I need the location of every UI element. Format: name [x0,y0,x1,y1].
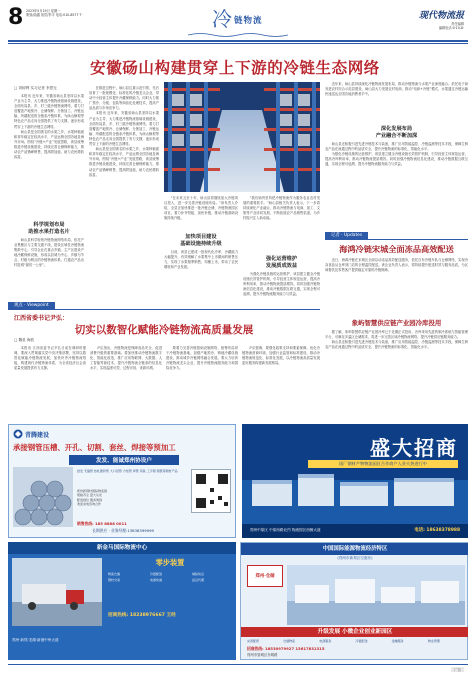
paragraph: “在未来五至十年，砀山县将继续加大冷链项目投入，进一步完善冷链设施布局。”该负责人介绍，全县正加快推进一批冷链仓储、冷链物流园区项目，着力补齐短板、加快补链，推动冷链基础设施持续升级。 [164,196,238,221]
viewpoint-byline: □ 魏星 海波 [14,338,35,342]
subhead-planning [14,222,84,235]
issue-meta [26,9,116,18]
article-column-4 [243,196,320,254]
ad-right-address: 郑州市管城区东明路 [247,653,278,657]
ad-right-services [247,639,463,643]
ad-list [77,489,187,507]
editor-phone: 编辑电话:0·10-8· [438,26,464,31]
ad-brand: 青腾建设 [25,432,50,439]
ad-title: 盛大招商 [370,436,458,460]
ad-right-slogan: 升级发展 小微企业创业新园区 [241,627,468,637]
issue-date: 2023年5月19日 星期一 [26,9,61,13]
ad-right-contact: 招商热线: 18530979927 15617831315 [247,646,325,651]
paragraph: 砀山县还积极引进先进冷链技术与装备，推广应用智能温控、冷链监测等技术手段，保障生鲜农产品在流通过程中的品质安全，提升冷链物流的标准化、智能化水平。 [325,340,468,350]
cold-storage-photo [164,82,320,192]
paragraph: 砀山县还积极引进先进冷链技术与装备，推广应用智能温控、冷链监测等技术手段，保障生鲜农产品在流通过程中的品质安全，提升冷链物流的标准化、智能化水平。 [325,142,468,152]
service-item: 电商快递 [150,578,163,583]
paragraph: 尹弘强调，要强化政策支持和要素保障，优化冷链物流营商环境，加强行业监管和标准建设，推动冷链物流规范化、标准化发展，以冷链物流高质量发展更好服务构建新发展格局。 [242,346,320,366]
ad-subtitle: 国厂钢材产物物流园区合作商户入驻火热进行中 [308,460,458,468]
service-item: 货运代理 [192,578,205,583]
article-column-2 [89,86,159,300]
paragraph: 砀山县是全国著名的水果之乡，水果种植面积常年稳定在较高水平，产品远销全国各地及海外市场。围绕“冷链+产业”发展思路，该县统筹推进冷链设施建设，持续完善仓储保鲜能力，推动农产品错峰销售，提高附加值，助力农民增收致富。 [14,129,84,160]
article-column-3 [164,196,238,232]
steel-pipe-ad[interactable] [8,424,236,538]
subhead-line: 基础设施持续升级 [180,240,222,247]
list-item: 规格齐全 量大从优 [77,493,102,498]
truck-yard-image [12,558,102,626]
wave-ornament-icon [188,32,288,38]
paragraph: 本报讯 江西省委书记尹弘日前在调研时强调，要深入贯彻落实党中央决策部署，坚持以数智化赋能冷链物流发展，加快补齐冷链物流短板，构建现代冷链物流体系，为全省经济社会高质量发展提供有力支撑。 [14,346,86,371]
ad-phone: 电话: 18638378988 [414,528,460,533]
viewpoint-column-1 [14,346,86,420]
pipe-stack-icon [13,467,73,527]
service-item: 金融服务 [391,639,404,643]
banner-rule [325,239,468,240]
viewpoint-kicker: 江西省委书记尹弘： [14,315,69,322]
ad-footer-bar [242,524,468,538]
service-item: 冷链配送 [150,572,163,576]
park-aerial-image [287,565,465,625]
updates-label: 记者 · Updates [325,232,368,240]
page-number: 8 [8,5,24,30]
updates-banner [325,232,468,240]
ad-left-panel[interactable] [8,542,236,660]
ad-slogan: 承接钢管压槽、开孔、切割、套丝、焊接等预加工 [13,443,176,452]
ad-phone: 销售热线: 185 8888 0011 [77,521,127,526]
header-rule-thin [8,43,468,44]
ad-tags [290,512,460,520]
service-item: 仓储物流 [283,639,296,643]
paragraph: 砀山县科学规划冷链物流网络布局，依托产业集聚区与主要交通干线，建设区域性冷链物流集散中心，引导企业在重点乡镇、主产区建设产地冷藏保鲜设施，形成以县城为中心、乡镇为节点、村级为网点的冷链物流体系，打通农产品出村进城“最初一公里”。 [14,238,84,268]
viewpoint-label: 观点 · Viewpoint [8,302,55,310]
ad-left-title: 新金马国际物流中心 [8,542,236,554]
subhead-integration [325,126,468,139]
subhead-line: 加快项目建设 [185,234,217,240]
subhead-line: 助推水果打造名片 [28,228,70,235]
paragraph: 在推进过程中，砀山县注重示范引领，先后培育了一批规模化、标准化的冷链龙头企业，带动中小经营主体提升冷藏保鲜能力。同时大力推广预冷、分级、包装等商品化处理技术，提高产品品质与市场竞争力。 [89,86,159,111]
ad-right-subtitle: (郑州市新郑区空港东) [337,556,373,560]
subhead-line: 产业融合不断加深 [375,132,418,139]
ad-right-logo: 郑州·仓储 [247,565,283,587]
warehouse-racks-icon [164,82,320,192]
page-footer [8,664,468,674]
service-item: 完善配套 [247,639,260,643]
ad-left-services [108,572,232,583]
viewpoint-banner [8,302,320,310]
ad-right-title: 中国国际能源物流经济特区 [241,543,468,555]
brand-logo-icon [13,429,23,439]
section-character: 冷 [212,7,232,31]
subhead-construction [164,234,238,247]
ad-contact: 长期供应 · 业务经理:13838399999 [92,528,154,533]
service-item: 物业管理 [427,639,440,643]
list-item: 配送到位 服务周到 [77,497,102,502]
article-column-4b [243,272,320,300]
paragraph: 近年来，砀山县持续深化冷链物流发展布局，推动冷链物流与水果产业深度融合。依托电子商务进农村综合示范县建设，砀山县大力发展农村电商，推动“电商+冷链”模式，水果通过冷链运输快速送达全国各地消费者手中。 [325,82,468,97]
update-headline-2: 象屿智慧供应链产业园冷库投用 [351,319,442,327]
update-headline-1: 海鸿冷链宋城全面冻品高效配送 [339,244,454,254]
viewpoint-column-3 [166,346,238,420]
ad-marker: 广告 [451,667,464,672]
service-item: 冷链配送 [355,639,368,643]
paragraph: 本报讯 近年来，安徽省砀山县坚持以水果产业为主导，大力推进冷链物流基础设施建设，全面布局县、乡、村三级冷链物流网络，着力打造覆盖产地预冷、仓储保鲜、分拣加工、冷链运输、终端配送的全链条冷链体系，为砀山酥梨等特色农产品走向全国提供了有力支撑，逐步形成贯穿上下游的冷链生态网络。 [89,111,159,147]
section-name: 链物流 [234,16,263,26]
subhead-line: 科学规划布局 [33,222,65,228]
issue-editors: 策划/曲越 视觉/李平 电话:010-8577·7· [26,13,83,18]
update-body-1 [325,258,468,318]
update-body-2 [325,330,468,418]
ad-sub: 发发、能诚郑州协设户 [69,455,179,465]
banner-rule [8,309,320,310]
ad-services: 批发 无缝管 热轧镀锌管 大口径管 方矩管 焊管 铸铁 工字钢 钢管等钢材产品 [77,469,178,473]
viewpoint-headline: 切实以数智化赋能冷链物流高质量发展 [74,324,254,336]
main-headline: 安徽砀山构建贯穿上下游的冷链生态网络 [90,58,380,77]
newspaper-logo: 现代物流报 [418,11,464,21]
paragraph: 为强化冷链设施的运营维护，该县建立健全冷链设施长效管护机制，引导经营主体规范运营，提高冷库利用率，推动冷链物流提质增效。同时加强冷链物流信息化建设，推动冷链数据互联互通，实现全程可追溯，提升冷链物流服务能力与效益。 [325,152,468,167]
service-item: 城际快运 [192,572,205,576]
article-column-3b [164,250,238,300]
paragraph: 据了解，象屿智慧供应链产业园冷库已于近期正式投用，冷库采用先进的制冷系统与智能管理平台，可满足多温区仓储需求，将进一步完善区域冷链物流网络，提升冷链供应链服务能力。 [325,330,468,340]
article-column-1 [14,94,84,218]
paragraph: 目前，该县已建成一批现代化冷库，冷藏能力大幅提升，有效缓解了水果集中上市期间的销售压力，实现了水果错季销售、均衡上市，带动了农民增收和产业发展。 [164,250,238,270]
qr-pattern-icon [192,470,232,514]
truck-icon [12,558,102,626]
service-item: 物流仓储 [108,572,121,576]
ad-left-contact: 招商热线: 18238976667 王经 [108,613,176,618]
article-byline: □ 刘树利 实习记者 李思无 [14,86,57,90]
ad-address: 郑州中原区 中原西路北约 物流园区西侧大道 [250,528,321,532]
paragraph: 本报讯 近年来，安徽省砀山县坚持以水果产业为主导，大力推进冷链物流基础设施建设，全面布局县、乡、村三级冷链物流网络，着力打造覆盖产地预冷、仓储保鲜、分拣加工、冷链运输、终端配送的全链条冷链体系，为砀山酥梨等特色农产品走向全国提供了有力支撑，逐步形成贯穿上下游的冷链生态网络。 [14,94,84,129]
page-header [8,6,468,42]
header-rule [8,40,468,42]
subhead-line: 强化运营维护 [265,256,298,262]
subhead-line: 发展质成效益 [265,262,298,269]
editor-info [394,22,464,31]
viewpoint-column-2 [90,346,162,420]
paragraph: 尹弘指出，冷链物流是保障食品安全、促进消费升级的重要基础。要加快推动冷链物流数字化、智能化改造，推广应用物联网、大数据、人工智能等新技术，提升冷链物流全链条的信息化水平，实现温度可控、过程可视、来源可溯。 [90,346,162,371]
logistics-park-ads[interactable] [8,542,468,660]
ad-left-address: 郑州·新郑·龙湖·新港中州大道 [12,638,59,642]
paragraph: 近日，海鸿冷链在宋城区全面启动冻品高效配送服务，依托自有冷链车队与仓储网络，实现冷冻食品从仓库到门店的全程温控配送。该企业负责人表示，将持续提升配送时效与服务品质，为区域餐饮及零售客户提供稳定可靠的冷链保障。 [325,258,468,273]
paragraph: 砀山县是全国著名的水果之乡，水果种植面积常年稳定在较高水平，产品远销全国各地及海外市场。围绕“冷链+产业”发展思路，该县统筹推进冷链设施建设，持续完善仓储保鲜能力，推动农产品错峰销售，提高附加值，助力农民增收致富。 [89,147,159,177]
paragraph: 要着力完善冷链基础设施网络，统筹布局骨干冷链物流基地，加强产地预冷、销地冷藏设施建设，推动城乡冷链网络融合发展。要大力培育冷链物流龙头企业，提升冷链物流服务能力和国际竞争力。 [166,346,238,371]
article-column-5 [325,82,468,124]
pipe-stack-image [13,467,73,527]
ad-left-slogan: 零步装置 [155,558,185,567]
qr-code-icon [191,469,231,513]
service-item: 钢材交易 [108,578,121,583]
subhead-line: 深化发展布局 [380,126,413,132]
service-item: 电商服务 [319,639,332,643]
subhead-operation [243,256,320,269]
article-column-5b [325,142,468,232]
ad-right-panel[interactable] [240,542,468,660]
list-item: 郑州新钢材国际物流园 [77,489,108,493]
park-buildings-icon [287,565,465,625]
viewpoint-column-4 [242,346,320,420]
ad-brand-row [13,429,233,439]
investment-ad[interactable] [242,424,468,538]
paragraph: 为强化冷链设施的运营维护，该县建立健全冷链设施长效管护机制，引导经营主体规范运营，提高冷库利用率，推动冷链物流提质增效。同时加强冷链物流信息化建设，推动冷链数据互联互通，实现全程可追溯，提升冷链物流服务能力与效益。 [243,272,320,297]
paragraph: “我们始终坚持把冷链物流作为服务农业农村发展的重要抓手。”砀山县相关负责人表示，下一步将持续深化产业融合，推动冷链物流与电商、加工、文旅等产业协同发展，不断拓展农产品销售渠道，为乡村振兴注入新动能。 [243,196,320,221]
editor-label: 责任编辑 [451,22,464,26]
article-column-1b [14,238,84,300]
list-item: 欢迎来电咨询合作 [77,502,102,507]
